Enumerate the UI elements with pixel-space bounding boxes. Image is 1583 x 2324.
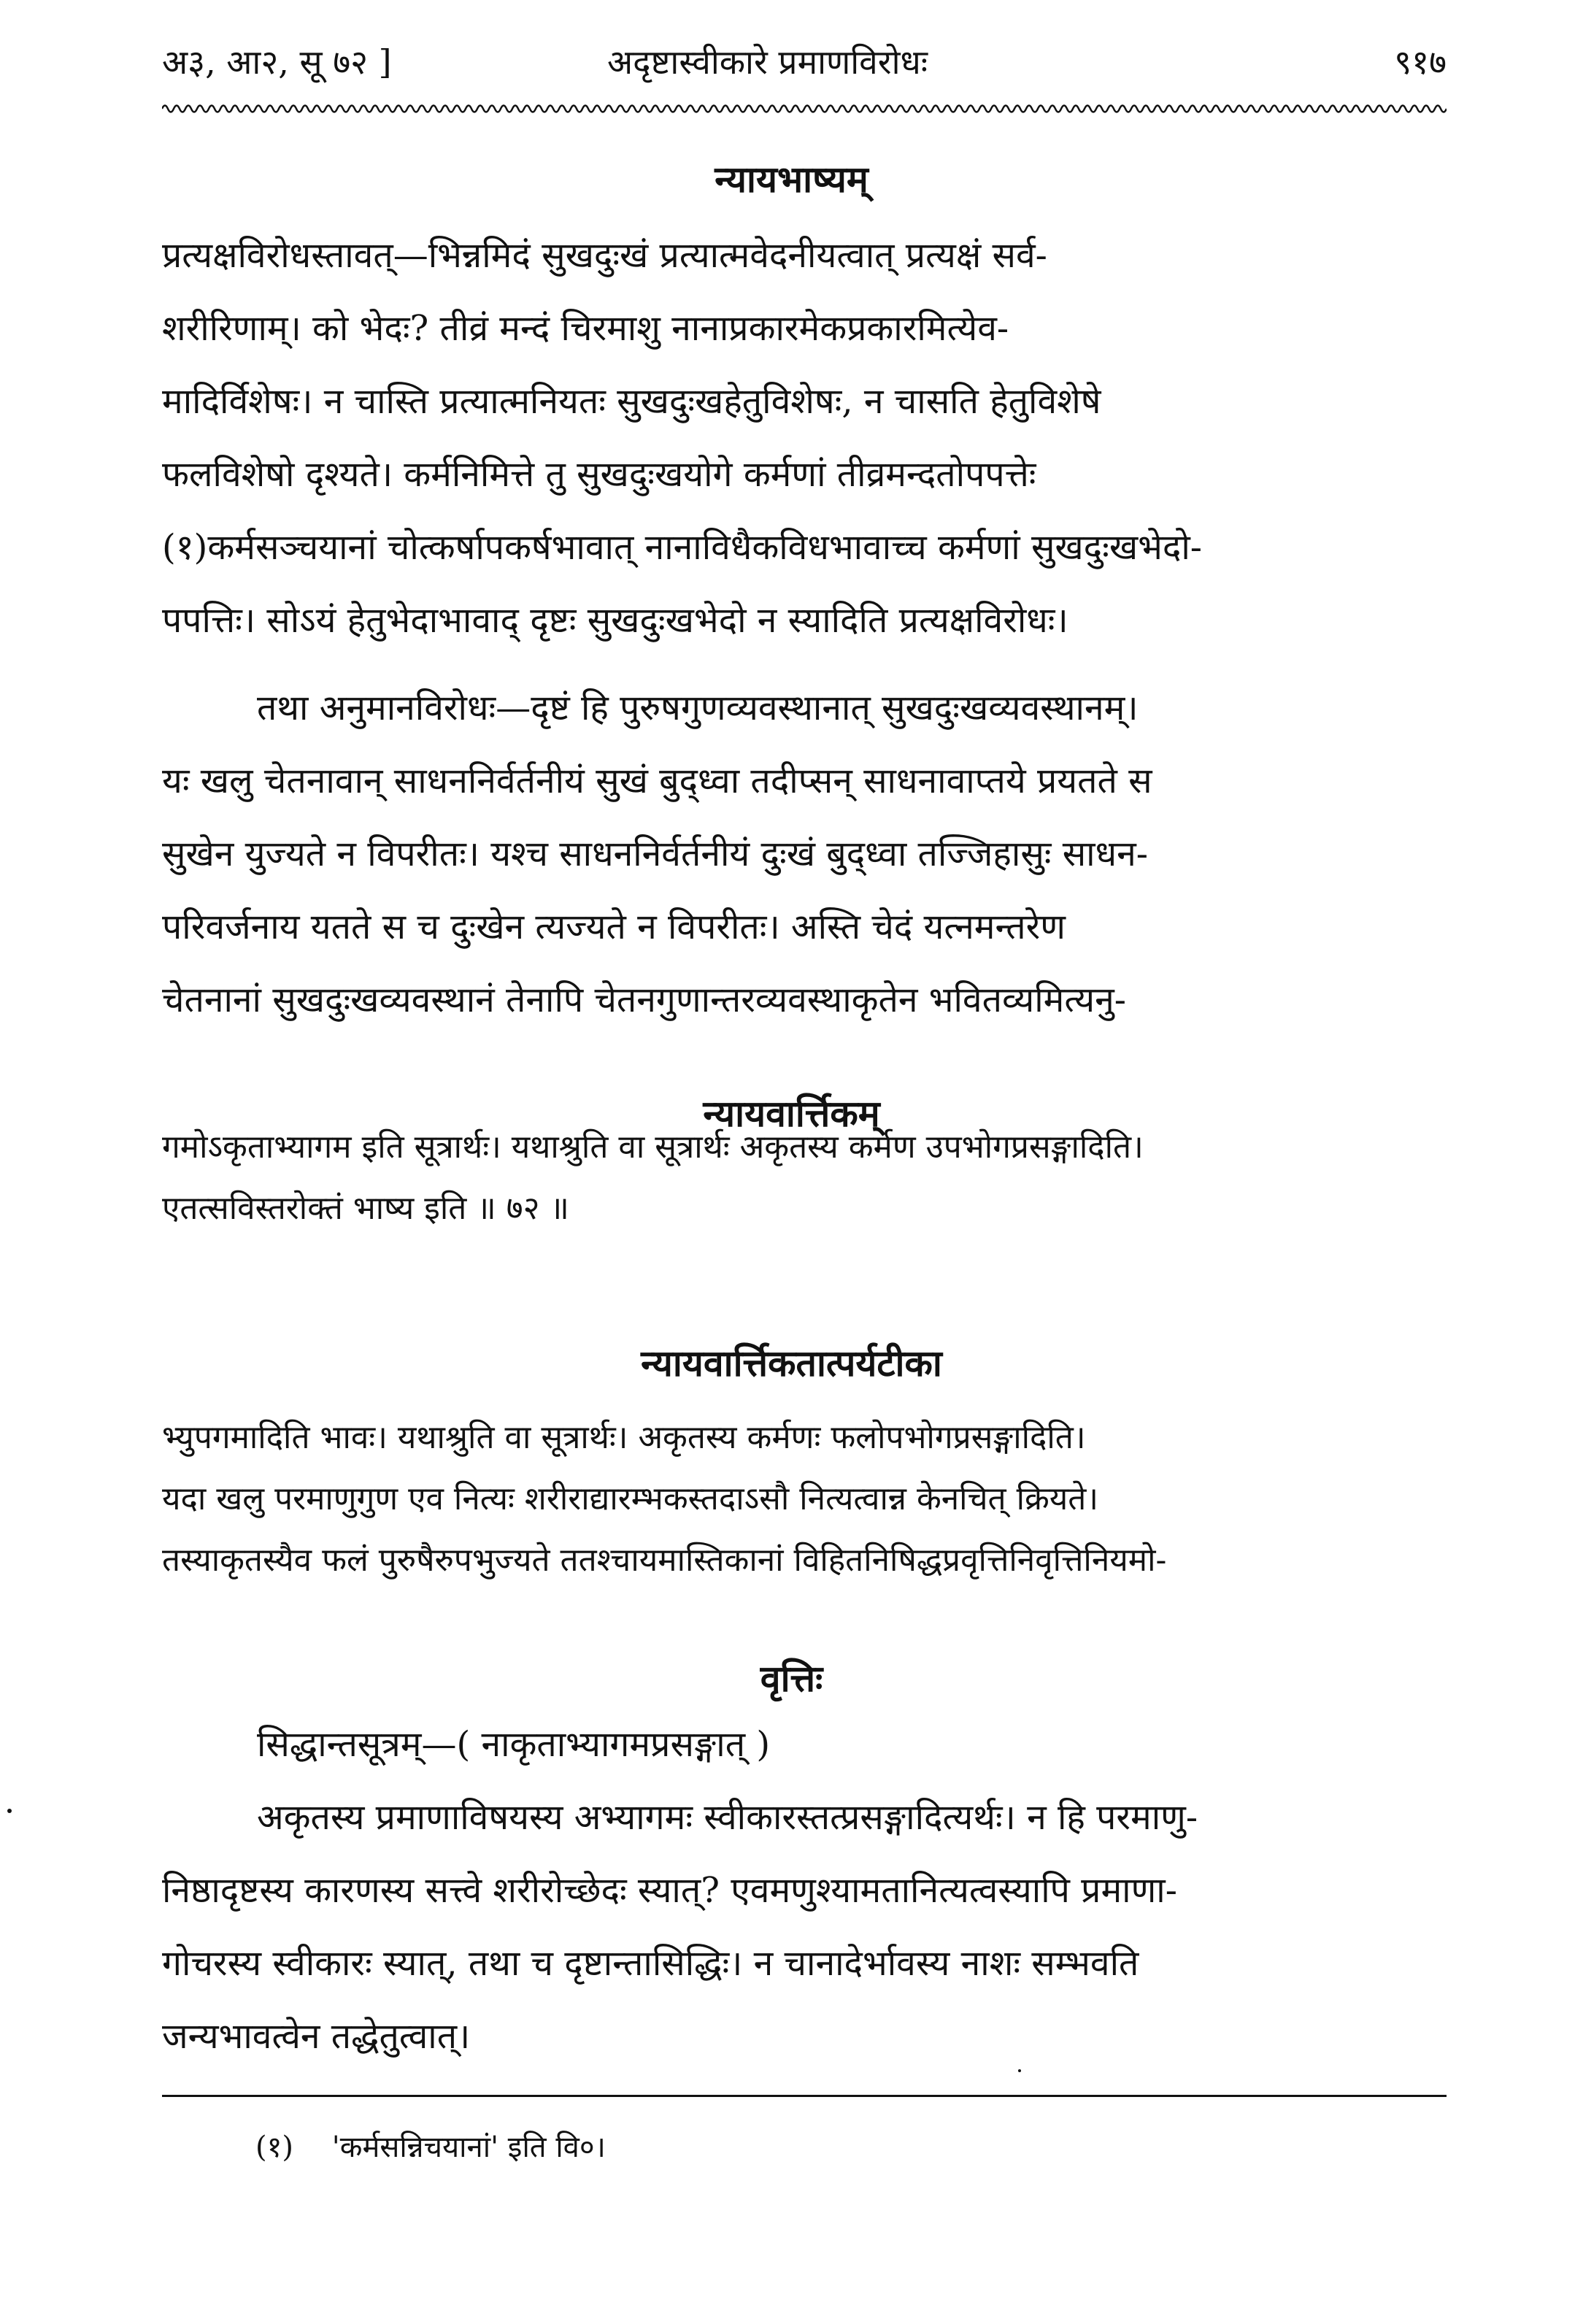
text-line: तथा अनुमानविरोधः—दृष्टं हि पुरुषगुणव्यवस्थानात् सुखदुःखव्यवस्थानम्।	[257, 688, 1139, 728]
text-line: जन्यभावत्वेन तद्धेतुत्वात्।	[162, 2016, 471, 2057]
text-line: शरीरिणाम्। को भेदः? तीव्रं मन्दं चिरमाशु नानाप्रकारमेकप्रकारमित्येव-	[162, 308, 1009, 349]
header-title: अदृष्टास्वीकारे प्रमाणविरोधः	[607, 42, 928, 82]
text-line: पपत्तिः। सोऽयं हेतुभेदाभावाद् दृष्टः सुखदुःखभेदो न स्यादिति प्रत्यक्षविरोधः।	[162, 600, 1068, 641]
footnote	[255, 2125, 606, 2166]
footnote-rule	[162, 2095, 1447, 2097]
running-header	[162, 29, 1447, 95]
text-line: तस्याकृतस्यैव फलं पुरुषैरुपभुज्यते ततश्चायमास्तिकानां विहितनिषिद्धप्रवृत्तिनिवृत्तिनियमो-	[162, 1542, 1167, 1579]
footnote-text: 'कर्मसन्निचयानां' इति वि०।	[331, 2131, 606, 2164]
sutra-line: सिद्धान्तसूत्रम्—( नाकृताभ्यागमप्रसङ्गात् )	[257, 1724, 771, 1765]
tika-text	[162, 1407, 1447, 1591]
bhashya-paragraph-1	[162, 219, 1447, 657]
bhashya-paragraph-2	[162, 672, 1447, 1036]
text-line: चेतनानां सुखदुःखव्यवस्थानं तेनापि चेतनगुणान्तरव्यवस्थाकृतेन भवितव्यमित्यनु-	[162, 980, 1126, 1020]
text-line: मादिर्विशेषः। न चास्ति प्रत्यात्मनियतः सुखदुःखहेतुविशेषः, न चासति हेतुविशेषे	[162, 381, 1101, 422]
text-line: सुखेन युज्यते न विपरीतः। यश्च साधननिर्वर्तनीयं दुःखं बुद्ध्वा तज्जिहासुः साधन-	[162, 834, 1148, 874]
scan-speck	[1018, 2069, 1021, 2072]
text-line: यदा खलु परमाणुगुण एव नित्यः शरीराद्यारम्भकस्तदाऽसौ नित्यत्वान्न केनचित् क्रियते।	[162, 1480, 1099, 1517]
footnote-number: (१)	[255, 2131, 294, 2164]
vritti-text	[162, 1708, 1447, 2073]
header-wavy-rule	[162, 101, 1447, 117]
text-line: एतत्सविस्तरोक्तं भाष्य इति ॥ ७२ ॥	[162, 1190, 569, 1227]
text-line: अकृतस्य प्रमाणाविषयस्य अभ्यागमः स्वीकारस्तत्प्रसङ्गादित्यर्थः। न हि परमाणु-	[257, 1797, 1198, 1838]
text-line: फलविशेषो दृश्यते। कर्मनिमित्ते तु सुखदुःखयोगे कर्मणां तीव्रमन्दतोपपत्तेः	[162, 454, 1036, 495]
text-line: भ्युपगमादिति भावः। यथाश्रुति वा सूत्रार्थः। अकृतस्य कर्मणः फलोपभोगप्रसङ्गादिति।	[162, 1419, 1086, 1456]
page-number: ९१७	[1394, 42, 1447, 82]
bhashya-title: न्यायभाष्यम्	[715, 158, 868, 201]
header-reference: अ३, आ२, सू ७२ ]	[162, 42, 392, 82]
tika-title: न्यायवार्त्तिकतात्पर्यटीका	[641, 1342, 942, 1385]
scan-speck	[7, 1809, 12, 1813]
text-line: (१)कर्मसञ्चयानां चोत्कर्षापकर्षभावात् नानाविधैकविधभावाच्च कर्मणां सुखदुःखभेदो-	[162, 527, 1203, 568]
text-line: परिवर्जनाय यतते स च दुःखेन त्यज्यते न विपरीतः। अस्ति चेदं यत्नमन्तरेण	[162, 907, 1066, 947]
text-line: गमोऽकृताभ्यागम इति सूत्रार्थः। यथाश्रुति वा सूत्रार्थः अकृतस्य कर्मण उपभोगप्रसङ्गादिति।	[162, 1128, 1144, 1166]
text-line: यः खलु चेतनावान् साधननिर्वर्तनीयं सुखं बुद्ध्वा तदीप्सन् साधनावाप्तये प्रयतते स	[162, 761, 1152, 801]
text-line: गोचरस्य स्वीकारः स्यात्, तथा च दृष्टान्तासिद्धिः। न चानादेर्भावस्य नाशः सम्भवति	[162, 1943, 1139, 1984]
vartika-text	[162, 1117, 1447, 1239]
text-line: प्रत्यक्षविरोधस्तावत्—भिन्नमिदं सुखदुःखं प्रत्यात्मवेदनीयत्वात् प्रत्यक्षं सर्व-	[162, 235, 1047, 276]
vritti-title: वृत्तिः	[760, 1657, 823, 1700]
vartika-title: न्यायवार्त्तिकम्	[703, 1092, 880, 1135]
text-line: निष्ठादृष्टस्य कारणस्य सत्त्वे शरीरोच्छेदः स्यात्? एवमणुश्यामतानित्यत्वस्यापि प्रमाणा-	[162, 1870, 1177, 1911]
